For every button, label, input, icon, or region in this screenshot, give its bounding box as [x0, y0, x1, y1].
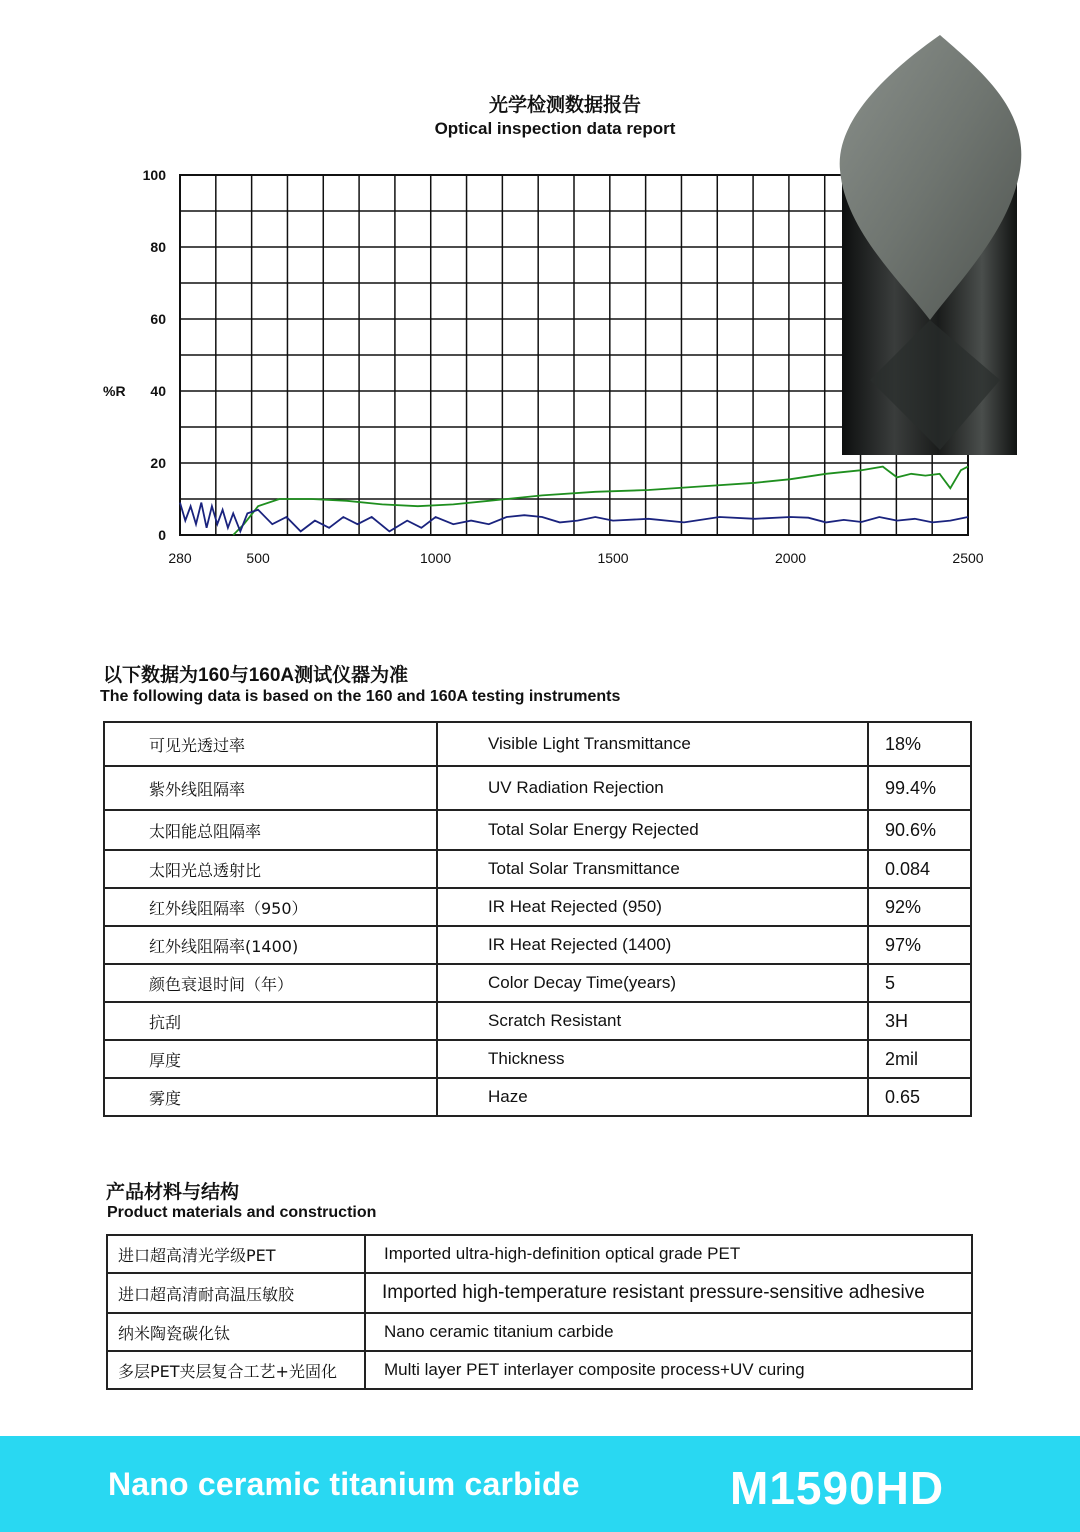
y-tick-label: 40 — [150, 383, 166, 399]
spec-label-cn: 红外线阻隔率（950） — [104, 888, 437, 926]
material-label-en: Imported high-temperature resistant pressure-sensitive adhesive — [365, 1273, 972, 1313]
spec-row — [104, 722, 971, 766]
footer-product-name: Nano ceramic titanium carbide — [108, 1466, 580, 1502]
spec-label-cn: 厚度 — [104, 1040, 437, 1078]
report-title-en: Optical inspection data report — [434, 119, 676, 138]
spec-label-en: IR Heat Rejected (950) — [437, 888, 868, 926]
material-label-cn: 进口超高清耐高温压敏胶 — [107, 1273, 365, 1313]
x-tick-label: 1500 — [597, 550, 629, 566]
material-row — [107, 1273, 972, 1313]
material-label-cn: 纳米陶瓷碳化钛 — [107, 1313, 365, 1351]
x-tick-label: 1000 — [419, 550, 452, 566]
material-row — [107, 1351, 972, 1389]
spec-label-en: Total Solar Energy Rejected — [437, 810, 868, 850]
spec-row — [104, 1002, 971, 1040]
spec-label-cn: 紫外线阻隔率 — [104, 766, 437, 810]
y-tick-label: 20 — [150, 455, 166, 471]
material-label-en: Multi layer PET interlayer composite process+UV curing — [365, 1351, 972, 1389]
material-row — [107, 1313, 972, 1351]
section1-title-en: The following data is based on the 160 and 160A testing instruments — [100, 688, 621, 705]
spec-label-cn: 雾度 — [104, 1078, 437, 1116]
spec-table — [103, 721, 972, 1117]
spec-value: 3H — [868, 1002, 971, 1040]
report-title-cn: 光学检测数据报告 — [488, 95, 641, 116]
x-tick-label: 280 — [168, 550, 192, 566]
material-label-cn: 进口超高清光学级PET — [107, 1235, 365, 1273]
spec-value: 99.4% — [868, 766, 971, 810]
spec-row — [104, 926, 971, 964]
spec-label-en: Thickness — [437, 1040, 868, 1078]
y-tick-label: 60 — [150, 311, 166, 327]
spec-value: 97% — [868, 926, 971, 964]
x-tick-label: 2500 — [952, 550, 984, 566]
spec-value: 18% — [868, 722, 971, 766]
y-tick-label: 0 — [158, 527, 166, 543]
film-roll-image — [830, 30, 1030, 460]
spec-label-en: Visible Light Transmittance — [437, 722, 868, 766]
spec-row — [104, 1040, 971, 1078]
footer-model: M1590HD — [730, 1462, 945, 1514]
spec-label-en: Total Solar Transmittance — [437, 850, 868, 888]
spec-row — [104, 850, 971, 888]
spec-value: 90.6% — [868, 810, 971, 850]
spec-row — [104, 964, 971, 1002]
spec-value: 0.084 — [868, 850, 971, 888]
material-row — [107, 1235, 972, 1273]
spec-label-en: Scratch Resistant — [437, 1002, 868, 1040]
spec-label-cn: 太阳能总阻隔率 — [104, 810, 437, 850]
spec-row — [104, 888, 971, 926]
spec-value: 0.65 — [868, 1078, 971, 1116]
spec-label-en: IR Heat Rejected (1400) — [437, 926, 868, 964]
spec-label-en: Haze — [437, 1078, 868, 1116]
spec-value: 2mil — [868, 1040, 971, 1078]
spec-label-cn: 红外线阻隔率(1400) — [104, 926, 437, 964]
spec-label-cn: 可见光透过率 — [104, 722, 437, 766]
y-axis-label: %R — [103, 383, 126, 399]
y-tick-label: 100 — [142, 167, 166, 183]
material-label-en: Nano ceramic titanium carbide — [365, 1313, 972, 1351]
spec-label-cn: 太阳光总透射比 — [104, 850, 437, 888]
spec-row — [104, 1078, 971, 1116]
material-label-cn: 多层PET夹层复合工艺+光固化 — [107, 1351, 365, 1389]
spec-label-en: UV Radiation Rejection — [437, 766, 868, 810]
materials-table — [106, 1234, 973, 1390]
y-tick-label: 80 — [150, 239, 166, 255]
section1-title-cn: 以下数据为160与160A测试仪器为准 — [103, 665, 409, 686]
spec-value: 92% — [868, 888, 971, 926]
spec-value: 5 — [868, 964, 971, 1002]
spec-label-en: Color Decay Time(years) — [437, 964, 868, 1002]
spec-label-cn: 颜色衰退时间（年） — [104, 964, 437, 1002]
x-tick-label: 500 — [246, 550, 270, 566]
spec-label-cn: 抗刮 — [104, 1002, 437, 1040]
spec-row — [104, 766, 971, 810]
section2-title-cn: 产品材料与结构 — [106, 1182, 240, 1203]
x-tick-label: 2000 — [774, 550, 807, 566]
spec-row — [104, 810, 971, 850]
section2-title-en: Product materials and construction — [107, 1204, 377, 1221]
material-label-en: Imported ultra-high-definition optical grade PET — [365, 1235, 972, 1273]
